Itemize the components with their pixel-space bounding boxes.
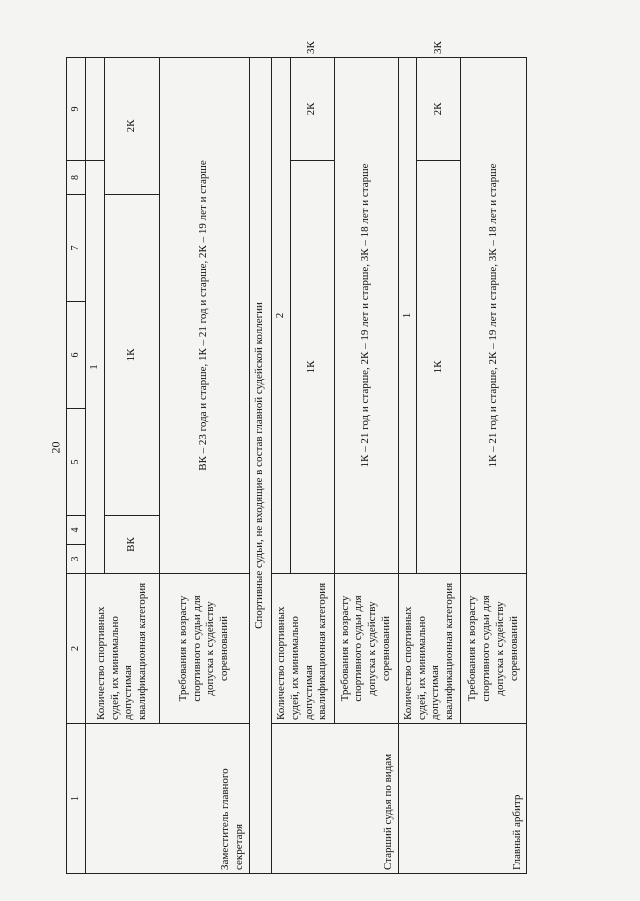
- category-1k: 1К: [290, 161, 334, 574]
- deputy-count-row: [86, 58, 105, 874]
- age-requirements: 1К – 21 год и старше, 2К – 19 лет и старше, 3К – 18 лет и старше: [461, 58, 527, 574]
- age-label: Требования к возрасту спортивного судьи для допуска к судейству соревнований: [159, 574, 249, 724]
- category-2k: 2К: [290, 58, 334, 161]
- senior-category-row: 1К 2К 3К: [290, 58, 334, 874]
- count-label: Количество спортивных судей, их минимально допустимая квалификационная категория: [398, 574, 461, 724]
- chief-category-row: 1К 2К 3К: [417, 58, 461, 874]
- col-header-9: 9: [67, 58, 86, 161]
- col-header-4: 4: [67, 516, 86, 545]
- position-chief-arbiter: Главный арбитр: [398, 724, 527, 874]
- category-2k: 2К: [417, 58, 461, 161]
- col-header-8: 8: [67, 161, 86, 195]
- category-2k: 2К: [104, 58, 159, 195]
- col-header-2: 2: [67, 574, 86, 724]
- judge-count: 2: [271, 58, 290, 574]
- chief-count-row: [398, 58, 417, 874]
- age-label: Требования к возрасту спортивного судьи для допуска к судейству соревнований: [461, 574, 527, 724]
- section-heading: Спортивные судьи, не входящие в состав главной судейской коллегии: [249, 58, 271, 874]
- col-header-3: 3: [67, 545, 86, 574]
- col-header-1: 1: [67, 724, 86, 874]
- rotated-table-container: [66, 41, 523, 874]
- header-row: [67, 58, 86, 874]
- senior-count-row: [271, 58, 290, 874]
- count-label: Количество спортивных судей, их минимально допустимая квалификационная категория: [271, 574, 334, 724]
- category-1k: 1К: [417, 161, 461, 574]
- judge-count: 1: [398, 58, 417, 574]
- age-label: Требования к возрасту спортивного судьи для допуска к судейству соревнований: [334, 574, 398, 724]
- age-requirements: ВК – 23 года и старше, 1К – 21 год и старше, 2К – 19 лет и старше: [159, 58, 249, 574]
- page-number: 20: [48, 441, 63, 454]
- count-label: Количество спортивных судей, их минимально допустимая квалификационная категория: [86, 574, 160, 724]
- col-header-5: 5: [67, 409, 86, 516]
- position-senior-judge: Старший судья по видам: [271, 724, 398, 874]
- judge-count: 1: [86, 161, 105, 574]
- judges-table: [66, 41, 527, 874]
- col-header-7: 7: [67, 195, 86, 302]
- col-header-6: 6: [67, 302, 86, 409]
- empty-cell: [86, 58, 105, 161]
- age-requirements: 1К – 21 год и старше, 2К – 19 лет и старше, 3К – 18 лет и старше: [334, 58, 398, 574]
- category-1k: 1К: [104, 195, 159, 516]
- position-deputy-secretary: Заместитель главного секретаря: [86, 724, 250, 874]
- category-vk: ВК: [104, 516, 159, 574]
- section-row: [249, 58, 271, 874]
